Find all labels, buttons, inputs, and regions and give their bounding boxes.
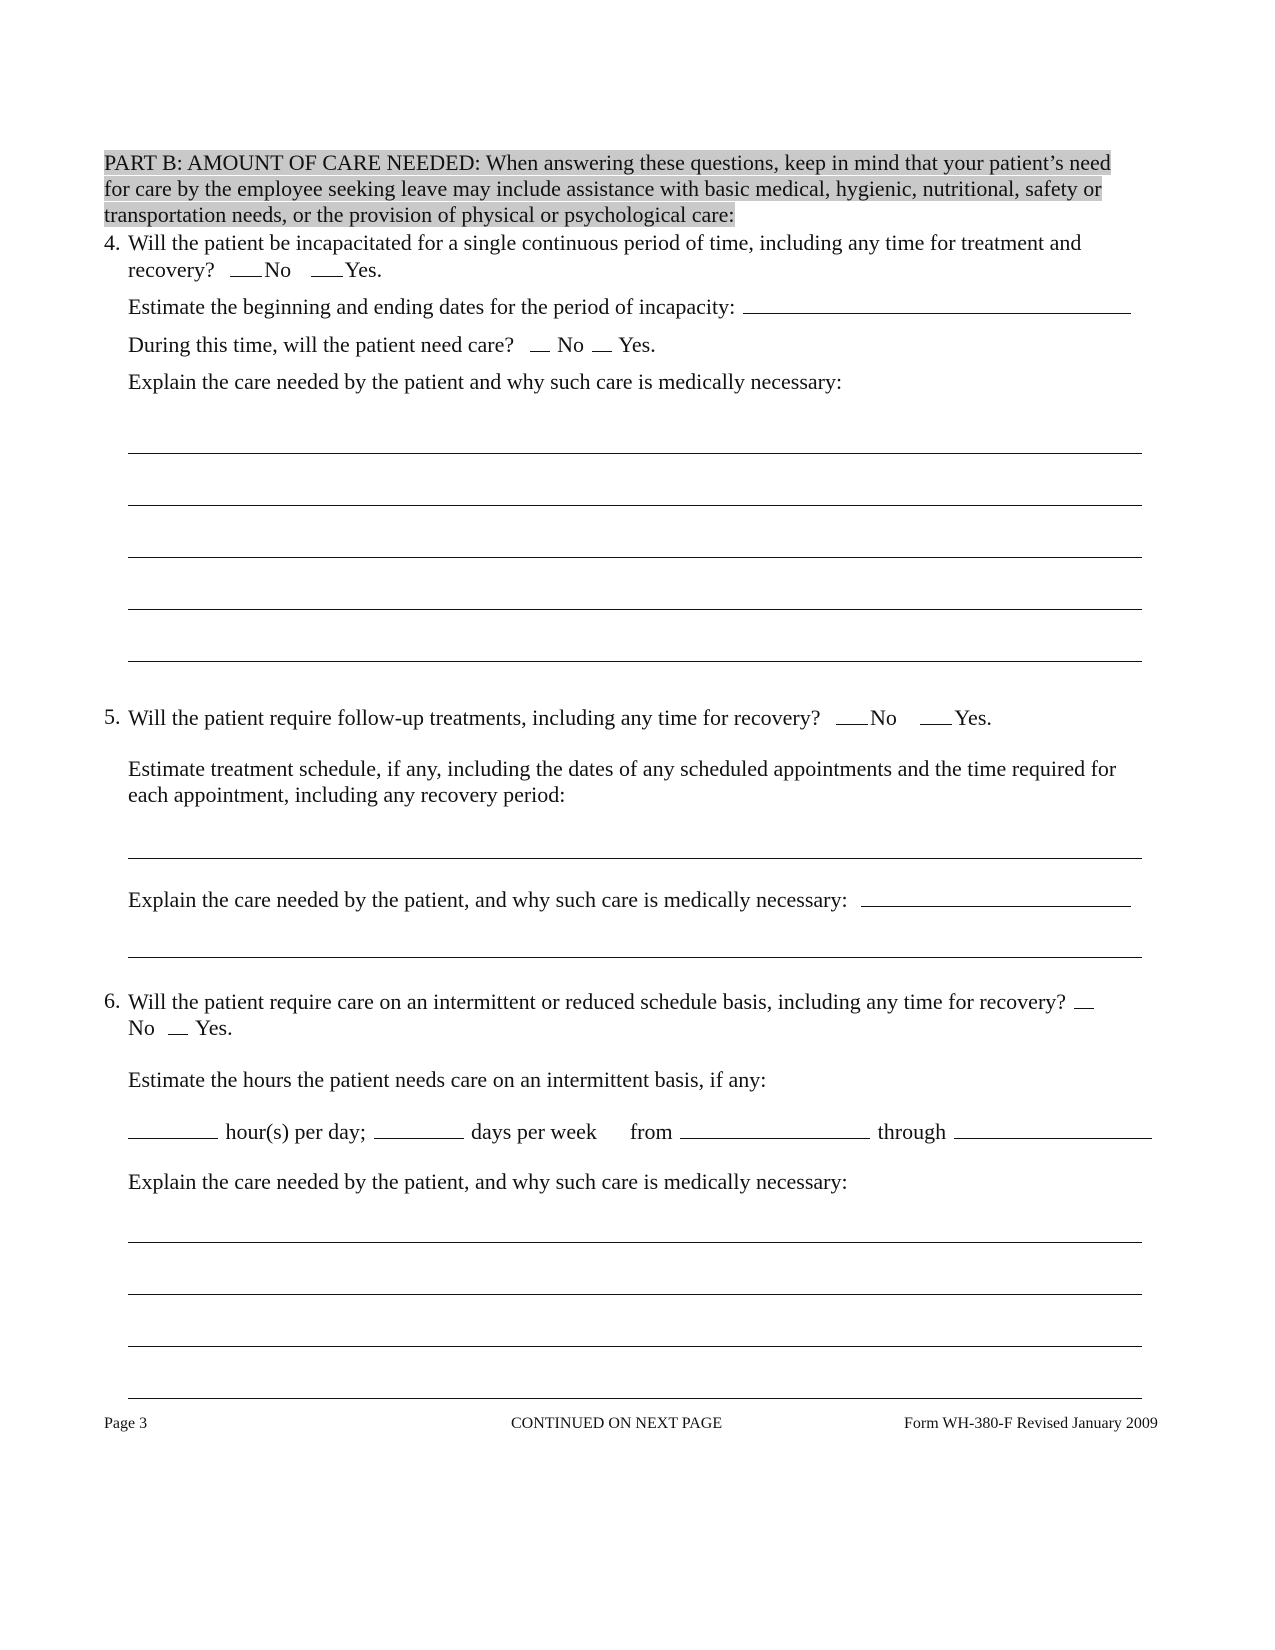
q6-question-label: Will the patient require care on an intermittent or reduced schedule basis, including any time for recovery? — [128, 989, 1067, 1014]
q4-recovery-label: recovery? — [128, 257, 215, 282]
q5-schedule-line1: Estimate treatment schedule, if any, including the dates of any scheduled appointments and the time required for — [128, 756, 1117, 781]
q5-no-label: No — [869, 705, 897, 730]
q4-estimate-dates-row — [128, 293, 1133, 320]
q6-question-line2 — [128, 1014, 233, 1041]
q4-question-line2 — [128, 256, 382, 283]
q6-yes-label: Yes. — [195, 1015, 233, 1040]
part-b-heading — [104, 150, 1166, 228]
part-b-heading-line2: for care by the employee seeking leave may include assistance with basic medical, hygienic, nutritional, safety or — [104, 176, 1102, 201]
q6-days-per-week-label: days per week — [471, 1119, 597, 1144]
q6-through-field[interactable] — [954, 1118, 1152, 1139]
q4-need-care-label: During this time, will the patient need care? — [128, 332, 515, 357]
q4-yes-label: Yes. — [344, 257, 383, 282]
q6-explain-line-3[interactable] — [128, 1346, 1142, 1347]
q4-explain-line-5[interactable] — [128, 661, 1142, 662]
q5-explain-line[interactable] — [128, 957, 1142, 958]
q6-hours-row — [128, 1118, 1154, 1145]
q6-question-line1 — [128, 988, 1096, 1015]
q4-number: 4. — [104, 230, 121, 255]
q4-need-care-yes-label: Yes. — [618, 332, 656, 357]
q5-question-row — [128, 704, 992, 731]
q6-no-label: No — [128, 1015, 155, 1040]
q6-explain-label: Explain the care needed by the patient, and why such care is medically necessary: — [128, 1169, 848, 1194]
q4-need-care-no-blank[interactable] — [530, 331, 550, 352]
q4-need-care-yes-blank[interactable] — [592, 331, 612, 352]
continued-notice: CONTINUED ON NEXT PAGE — [511, 1415, 723, 1432]
q6-number: 6. — [104, 988, 121, 1013]
q5-explain-label: Explain the care needed by the patient, and why such care is medically necessary: — [128, 887, 848, 912]
q6-from-label: from — [629, 1119, 673, 1144]
q5-schedule-line2: each appointment, including any recovery period: — [128, 782, 566, 807]
q5-yes-blank[interactable] — [920, 704, 952, 725]
q6-yes-blank[interactable] — [168, 1014, 188, 1035]
q6-no-blank[interactable] — [1074, 988, 1094, 1009]
q6-hours-per-day-label: hour(s) per day; — [225, 1119, 367, 1144]
q6-explain-line-4[interactable] — [128, 1398, 1142, 1399]
q4-explain-line-4[interactable] — [128, 609, 1142, 610]
q6-through-label: through — [877, 1119, 947, 1144]
q6-estimate-hours-label: Estimate the hours the patient needs care on an intermittent basis, if any: — [128, 1067, 767, 1092]
q5-number: 5. — [104, 704, 121, 729]
q4-explain-line-1[interactable] — [128, 453, 1142, 454]
q4-yes-blank[interactable] — [311, 256, 343, 277]
part-b-heading-line3: transportation needs, or the provision of physical or psychological care: — [104, 202, 735, 227]
q4-explain-line-2[interactable] — [128, 505, 1142, 506]
form-id: Form WH-380-F Revised January 2009 — [904, 1415, 1158, 1432]
q4-dates-field[interactable] — [743, 293, 1131, 314]
q4-no-blank[interactable] — [230, 256, 262, 277]
q6-days-per-week-field[interactable] — [374, 1118, 464, 1139]
q4-question-line1: Will the patient be incapacitated for a single continuous period of time, including any time for treatment and — [128, 230, 1082, 255]
q6-explain-line-1[interactable] — [128, 1242, 1142, 1243]
q6-hours-per-day-field[interactable] — [128, 1118, 218, 1139]
q4-estimate-dates-label: Estimate the beginning and ending dates for the period of incapacity: — [128, 294, 736, 319]
q6-explain-line-2[interactable] — [128, 1294, 1142, 1295]
q6-from-field[interactable] — [680, 1118, 870, 1139]
q4-need-care-row — [128, 331, 656, 358]
q5-schedule-field[interactable] — [128, 858, 1142, 859]
q4-need-care-no-label: No — [557, 332, 584, 357]
q5-question-label: Will the patient require follow-up treatments, including any time for recovery? — [128, 705, 821, 730]
q5-explain-row — [128, 886, 1133, 913]
part-b-heading-line1: PART B: AMOUNT OF CARE NEEDED: When answering these questions, keep in mind that your patient’s need — [104, 150, 1111, 175]
q5-no-blank[interactable] — [836, 704, 868, 725]
q4-no-label: No — [264, 257, 292, 282]
q5-yes-label: Yes. — [954, 705, 992, 730]
q4-explain-label: Explain the care needed by the patient and why such care is medically necessary: — [128, 369, 843, 394]
q5-explain-field[interactable] — [861, 886, 1131, 907]
q4-explain-line-3[interactable] — [128, 557, 1142, 558]
page-number: Page 3 — [104, 1415, 148, 1432]
